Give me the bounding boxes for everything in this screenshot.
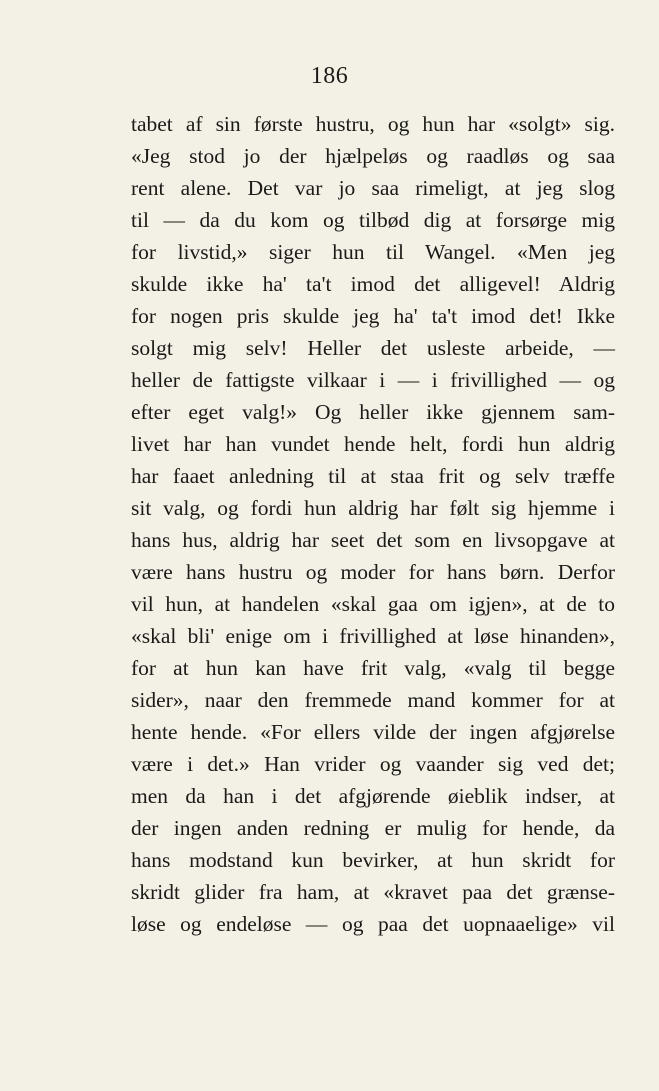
- text-line: være hans hustru og moder for hans børn. Derfor: [131, 560, 615, 584]
- text-line: hans modstand kun bevirker, at hun skridt for: [131, 848, 615, 872]
- text-line: skulde ikke ha' ta't imod det alligevel! Aldrig: [131, 272, 615, 296]
- text-line: hans hus, aldrig har seet det som en livsopgave at: [131, 528, 615, 552]
- text-line: efter eget valg!» Og heller ikke gjennem sam-: [131, 400, 615, 424]
- text-line: der ingen anden redning er mulig for hende, da: [131, 816, 615, 840]
- text-line: men da han i det afgjørende øieblik indser, at: [131, 784, 615, 808]
- text-line: for at hun kan have frit valg, «valg til begge: [131, 656, 615, 680]
- text-line: skridt glider fra ham, at «kravet paa det grænse-: [131, 880, 615, 904]
- text-line: for livstid,» siger hun til Wangel. «Men jeg: [131, 240, 615, 264]
- text-line: løse og endeløse — og paa det uopnaaelige» vil: [131, 912, 615, 936]
- text-line: rent alene. Det var jo saa rimeligt, at jeg slog: [131, 176, 615, 200]
- body-text: [131, 108, 615, 940]
- text-line: sider», naar den fremmede mand kommer for at: [131, 688, 615, 712]
- text-line: sit valg, og fordi hun aldrig har følt sig hjemme i: [131, 496, 615, 520]
- text-line: tabet af sin første hustru, og hun har «solgt» sig.: [131, 112, 615, 136]
- text-line: hente hende. «For ellers vilde der ingen afgjørelse: [131, 720, 615, 744]
- text-line: livet har han vundet hende helt, fordi hun aldrig: [131, 432, 615, 456]
- text-line: heller de fattigste vilkaar i — i frivillighed — og: [131, 368, 615, 392]
- page-number: 186: [310, 63, 349, 89]
- text-line: solgt mig selv! Heller det usleste arbeide, —: [131, 336, 615, 360]
- text-line: være i det.» Han vrider og vaander sig ved det;: [131, 752, 615, 776]
- text-line: vil hun, at handelen «skal gaa om igjen», at de to: [131, 592, 615, 616]
- text-line: «Jeg stod jo der hjælpeløs og raadløs og saa: [131, 144, 615, 168]
- text-line: til — da du kom og tilbød dig at forsørge mig: [131, 208, 615, 232]
- text-line: for nogen pris skulde jeg ha' ta't imod det! Ikke: [131, 304, 615, 328]
- text-line: «skal bli' enige om i frivillighed at løse hinanden»,: [131, 624, 615, 648]
- text-line: har faaet anledning til at staa frit og selv træffe: [131, 464, 615, 488]
